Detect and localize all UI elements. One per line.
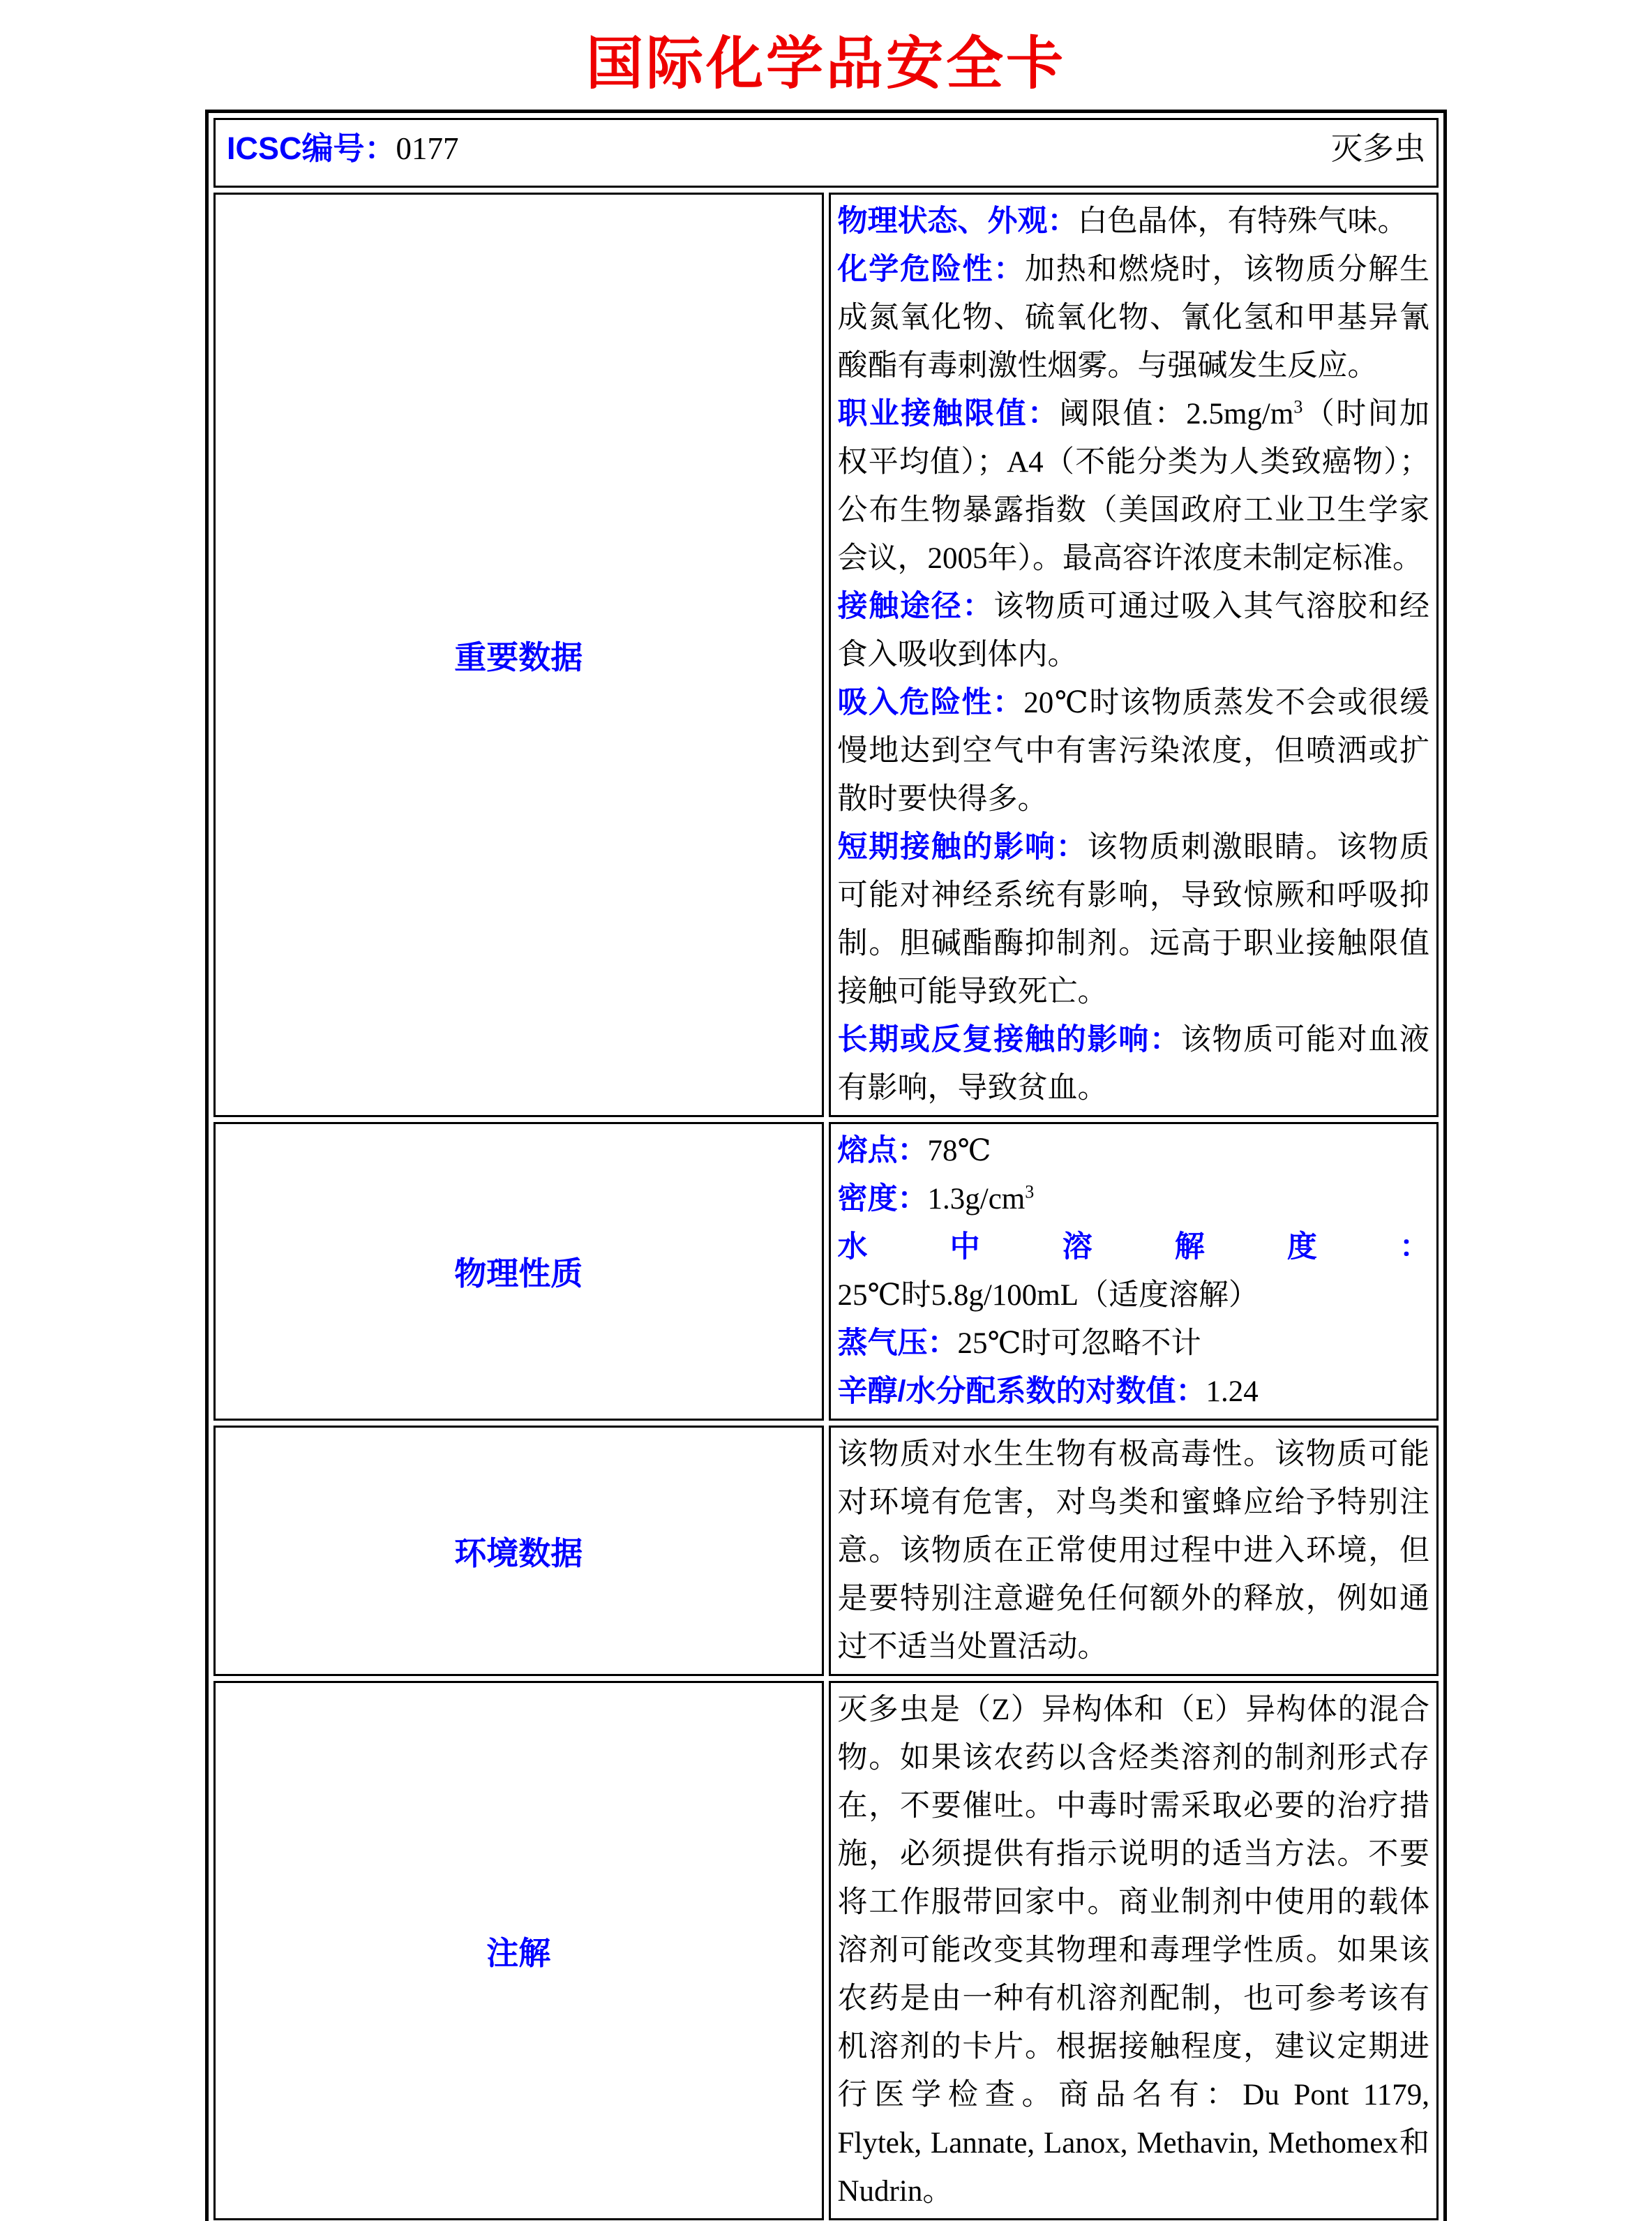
- physical-item-density: [838, 1175, 1430, 1223]
- field-label: 熔点：: [837, 1134, 928, 1167]
- field-label: 接触途径：: [837, 590, 994, 623]
- field-value: （时间加权平均值）；A4（不能分类为人类致癌物）；公布生物暴露指数（美国政府工业卫生学家会议，2005年）。最高容许浓度未制定标准。: [837, 398, 1430, 575]
- section-label-important-data: 重要数据: [213, 193, 824, 1117]
- important-item-exposure-routes: [838, 583, 1430, 679]
- card-header-cell: [213, 118, 1439, 188]
- superscript: 3: [1025, 1181, 1035, 1202]
- field-value: 1.24: [1206, 1375, 1259, 1408]
- field-value: 加热和燃烧时，该物质分解生成氮氧化物、硫氧化物、氰化氢和甲基异氰酸酯有毒刺激性烟雾。与强碱发生反应。: [837, 253, 1429, 382]
- field-value: 阈限值：2.5mg/m: [1059, 398, 1294, 431]
- section-label-physical-properties: 物理性质: [213, 1122, 824, 1421]
- field-value: 78℃: [927, 1135, 991, 1167]
- field-value: 25℃时5.8g/100mL（适度溶解）: [837, 1279, 1259, 1312]
- field-label: 短期接触的影响：: [837, 830, 1088, 864]
- icsc-number-value: 0177: [396, 131, 459, 166]
- field-label: 辛醇/水分配系数的对数值：: [837, 1375, 1206, 1408]
- field-label: 职业接触限值：: [837, 397, 1060, 431]
- icsc-table: [205, 110, 1447, 2221]
- icsc-number: [227, 123, 459, 168]
- section-content-physical-properties: [829, 1122, 1439, 1421]
- section-label-notes: 注解: [213, 1681, 824, 2220]
- chemical-name: 灭多虫: [1330, 131, 1425, 166]
- important-item-long-term-effects: [838, 1016, 1430, 1112]
- field-value: 白色晶体，有特殊气味。: [1077, 205, 1408, 238]
- field-value: 25℃时可忽略不计: [957, 1327, 1201, 1360]
- field-value: 该物质可能对血液有影响，导致贫血。: [837, 1024, 1429, 1105]
- important-item-exposure-limits: [838, 390, 1430, 583]
- important-item-physical-state: [838, 197, 1430, 246]
- notes-text: 灭多虫是（Z）异构体和（E）异构体的混合物。如果该农药以含烃类溶剂的制剂形式存在，不要催吐。中毒时需采取必要的治疗措施，必须提供有指示说明的适当方法。不要将工作服带回家中。商业制剂中使用的载体溶剂可能改变其物理和毒理学性质。如果该农药是由一种有机溶剂配制，也可参考该有机溶剂的卡片。根据接触程度，建议定期进行医学检查。商品名有：Du Pont 1179, Flytek, Lannate, Lanox, Methavin, Methomex和 Nudrin。: [837, 1693, 1429, 2208]
- important-item-short-term-effects: [838, 823, 1430, 1016]
- physical-item-water-solubility: [838, 1223, 1430, 1319]
- section-content-notes: [829, 1681, 1439, 2220]
- card-header: [223, 123, 1429, 168]
- field-value: 该物质刺激眼睛。该物质可能对神经系统有影响，导致惊厥和呼吸抑制。胆碱酯酶抑制剂。远高于职业接触限值接触可能导致死亡。: [837, 831, 1429, 1008]
- physical-item-log-pow: [838, 1368, 1430, 1416]
- physical-item-vapor-pressure: [838, 1319, 1430, 1368]
- field-label: 化学危险性：: [837, 253, 1025, 286]
- superscript: 3: [1293, 396, 1303, 417]
- field-label: 密度：: [837, 1182, 928, 1216]
- field-value: 20℃时该物质蒸发不会或很缓慢地达到空气中有害污染浓度，但喷洒或扩散时要快得多。: [837, 687, 1429, 816]
- section-content-environmental-data: [829, 1426, 1439, 1676]
- page-title: 国际化学品安全卡: [585, 32, 1066, 96]
- important-item-chemical-danger: [838, 246, 1430, 390]
- field-label: 长期或反复接触的影响：: [837, 1023, 1181, 1056]
- section-label-environmental-data: 环境数据: [213, 1426, 824, 1676]
- important-item-inhalation-risk: [838, 679, 1430, 823]
- section-content-important-data: [829, 193, 1439, 1117]
- field-label: 吸入危险性：: [837, 686, 1024, 719]
- field-label: 水中溶解度：: [837, 1230, 1429, 1264]
- field-label: 蒸气压：: [837, 1326, 958, 1360]
- field-value: 该物质可通过吸入其气溶胶和经食入吸收到体内。: [837, 590, 1429, 671]
- environment-text: 该物质对水生生物有极高毒性。该物质可能对环境有危害，对鸟类和蜜蜂应给予特别注意。该物质在正常使用过程中进入环境，但是要特别注意避免任何额外的释放，例如通过不适当处置活动。: [837, 1438, 1429, 1663]
- physical-item-melting-point: [838, 1127, 1430, 1175]
- field-value: 1.3g/cm: [927, 1183, 1026, 1216]
- icsc-number-label: ICSC编号：: [227, 130, 396, 166]
- field-label: 物理状态、外观：: [837, 204, 1078, 238]
